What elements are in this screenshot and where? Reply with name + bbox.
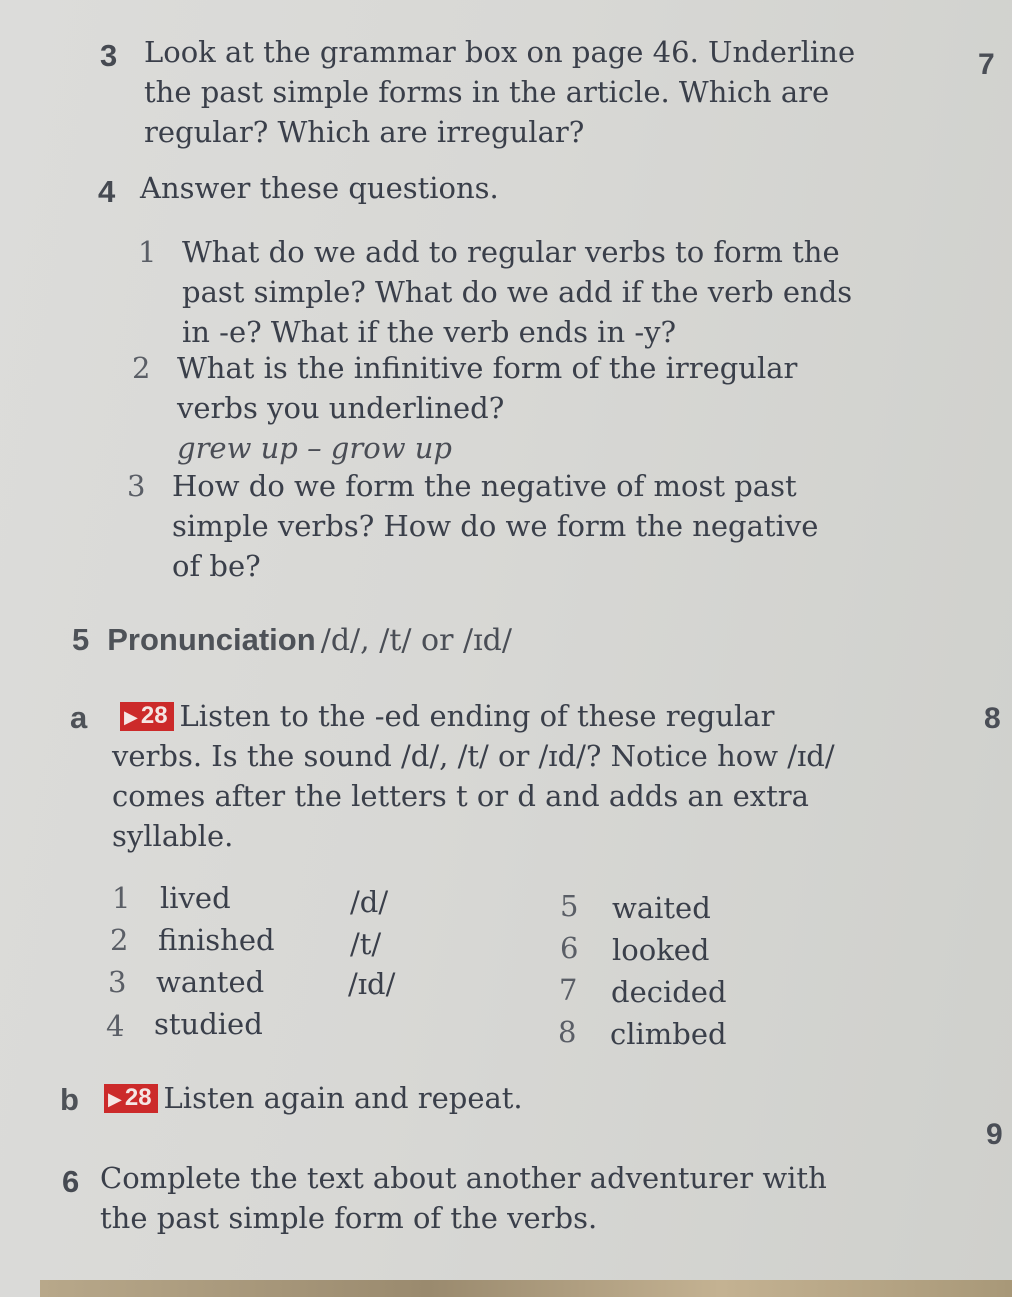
exercise-3-number: 3 — [100, 38, 118, 73]
play-icon: ▶ — [124, 707, 138, 727]
word-sound: /ɪd/ — [348, 967, 396, 1001]
exercise-6-line: Complete the text about another adventurer with — [100, 1161, 827, 1195]
question-3-line: of be? — [172, 549, 261, 583]
exercise-5-number: 5 — [72, 622, 90, 657]
exercise-5-heading — [72, 620, 512, 665]
question-3-line: How do we form the negative of most past — [172, 469, 797, 503]
exercise-3-line: regular? Which are irregular? — [144, 115, 585, 149]
exercise-3-line: the past simple forms in the article. Which are — [144, 75, 830, 109]
part-a-letter: a — [70, 700, 88, 735]
question-1-line: in -e? What if the verb ends in -y? — [182, 315, 677, 349]
word-sound: /d/ — [350, 885, 389, 919]
part-b-instruction: Listen again and repeat. — [163, 1081, 523, 1115]
play-icon: ▶ — [108, 1089, 122, 1109]
margin-number-8: 8 — [984, 702, 1001, 735]
margin-number-7: 7 — [978, 48, 995, 81]
question-1-text — [182, 232, 852, 352]
word: looked — [612, 933, 710, 967]
question-2-number: 2 — [132, 351, 151, 385]
margin-number-9: 9 — [986, 1118, 1003, 1151]
exercise-5-sounds: /d/, /t/ or /ɪd/ — [320, 623, 512, 658]
part-a-line: syllable. — [112, 819, 234, 853]
part-b-text — [104, 1078, 523, 1118]
audio-track-28-button[interactable] — [120, 702, 174, 731]
question-3-number: 3 — [127, 469, 146, 503]
question-2-line: What is the infinitive form of the irregular — [177, 351, 798, 385]
word-sound: /t/ — [350, 927, 382, 961]
part-a-line: comes after the letters t or d and adds an extra — [112, 779, 809, 813]
word-number: 7 — [559, 973, 578, 1007]
word-number: 4 — [106, 1009, 125, 1043]
exercise-6-text — [100, 1158, 827, 1238]
word-number: 1 — [112, 881, 131, 915]
exercise-5-title: Pronunciation — [107, 622, 316, 657]
question-1-number: 1 — [138, 235, 157, 269]
word: finished — [158, 923, 275, 957]
question-3-text — [172, 466, 818, 586]
exercise-4-number: 4 — [98, 174, 116, 209]
illustration-edge — [40, 1280, 1012, 1297]
word-number: 3 — [108, 965, 127, 999]
exercise-3-line: Look at the grammar box on page 46. Underline — [144, 35, 856, 69]
word: waited — [612, 891, 711, 925]
question-1-line: past simple? What do we add if the verb ends — [182, 275, 853, 309]
part-a-line — [120, 696, 835, 736]
word: studied — [154, 1007, 263, 1041]
track-number: 28 — [124, 1084, 152, 1111]
word-number: 8 — [558, 1015, 577, 1049]
word-number: 5 — [560, 889, 579, 923]
part-b-letter: b — [60, 1082, 79, 1117]
word-number: 2 — [110, 923, 129, 957]
word: wanted — [156, 965, 265, 999]
word: decided — [611, 975, 727, 1009]
question-2-example: grew up – grow up — [177, 431, 452, 465]
question-2-text — [177, 348, 797, 468]
question-1-line: What do we add to regular verbs to form the — [182, 235, 840, 269]
exercise-6-line: the past simple form of the verbs. — [100, 1201, 598, 1235]
word: lived — [160, 881, 231, 915]
question-2-line: verbs you underlined? — [177, 391, 505, 425]
word: climbed — [610, 1017, 727, 1051]
exercise-4-title: Answer these questions. — [140, 171, 499, 205]
word-number: 6 — [560, 931, 579, 965]
audio-track-28-button[interactable] — [104, 1084, 158, 1113]
part-a-line-text: Listen to the -ed ending of these regular — [179, 699, 775, 733]
track-number: 28 — [140, 702, 168, 729]
part-a-text — [112, 696, 835, 856]
exercise-3-text — [144, 32, 855, 152]
part-a-line: verbs. Is the sound /d/, /t/ or /ɪd/? Notice how /ɪd/ — [112, 739, 835, 773]
exercise-6-number: 6 — [62, 1164, 80, 1199]
question-3-line: simple verbs? How do we form the negative — [172, 509, 819, 543]
